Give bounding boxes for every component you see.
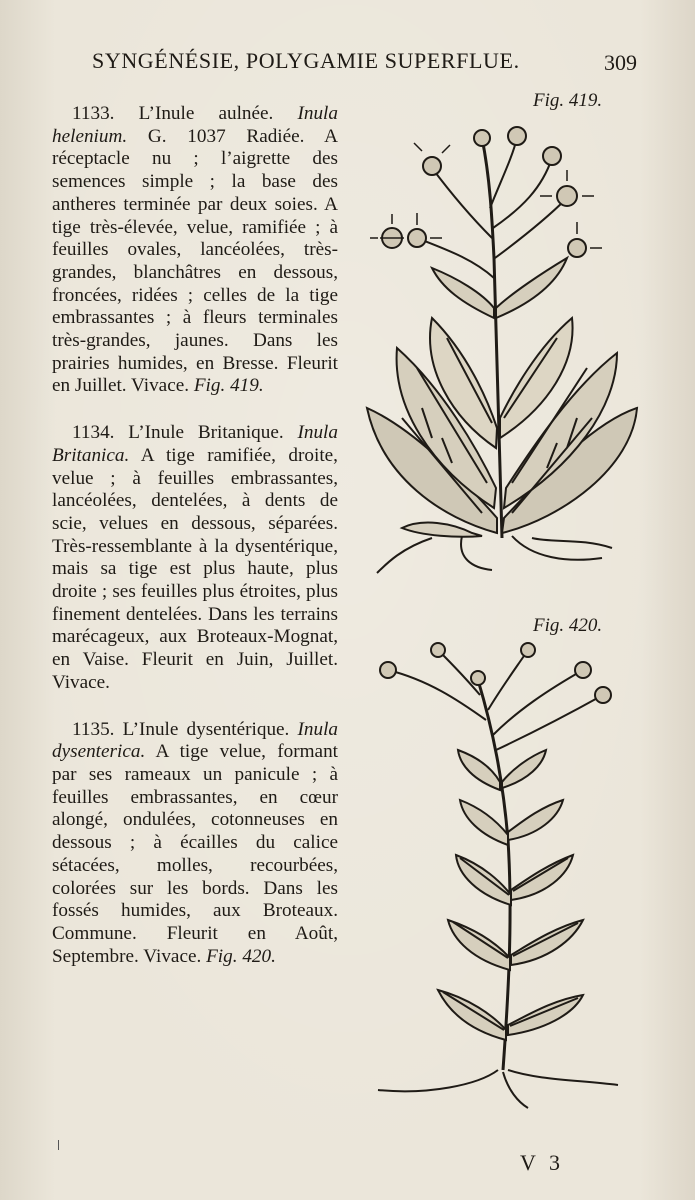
entry-latin-name: Inula Britanica. xyxy=(52,422,338,466)
entry-description: A tige ramifiée, droite, velue ; à feuilles embrassantes, lancéolées, dentelées, à dents de scie, velues en dessous, séparées. Très-ressemblante à la dysentérique, mais sa tige est plus haute, plus droite ; ses feuilles plus étroites, plus finement dentelées. Dans les terrains marécageux, aux Broteaux-Mognat, en Vaise. Fleurit en Juin, Juillet. Vivace. xyxy=(52,444,338,693)
inula-helenium-illustration xyxy=(362,118,642,578)
running-title: SYNGÉNÉSIE, POLYGAMIE SUPERFLUE. xyxy=(92,48,520,73)
entry-description: G. 1037 Radiée. A réceptacle nu ; l’aigrette des semences simple ; la base des antheres terminée par deux soies. A tige très-élevée, velue, ramifiée ; à feuilles ovales, lancéolées, très-grandes, blanchâtres en dessous, froncées, ridées ; celles de la tige embrassantes ; à fleurs terminales très-grandes, jaunes. Dans les prairies humides, en Bresse. Fleurit en Juillet. Vivace. xyxy=(52,125,338,397)
entry-common-name: L’Inule Britanique. xyxy=(128,422,284,444)
entry-1135 xyxy=(52,719,338,969)
inula-dysenterica-illustration xyxy=(368,640,628,1110)
entry-figure-reference: Fig. 419. xyxy=(193,375,264,397)
page-number: 309 xyxy=(604,50,637,75)
figure-419-label: Fig. 419. xyxy=(533,90,603,111)
entry-description: A tige velue, formant par ses rameaux un panicule ; à feuilles embrassantes, en cœur alongé, ondulées, cotonneuses en dessous ; à écailles du calice sétacées, molles, recourbées, colorées sur les bords. Dans les fossés humides, aux Broteaux. Commune. Fleurit en Août, Septembre. Vivace. xyxy=(52,741,338,967)
entry-1133 xyxy=(52,103,338,398)
signature-mark: V 3 xyxy=(520,1150,564,1175)
entry-figure-reference: Fig. 420. xyxy=(206,945,276,967)
entry-latin-name: Inula helenium. xyxy=(52,103,338,147)
entry-number: 1133. xyxy=(72,103,115,124)
text-column xyxy=(52,103,338,992)
entry-latin-name: Inula dysenterica. xyxy=(52,718,339,763)
entry-number: 1135. xyxy=(72,718,115,740)
entry-1134 xyxy=(52,422,338,694)
entry-number: 1134. xyxy=(72,422,115,444)
entry-common-name: L’Inule aulnée. xyxy=(138,103,274,124)
entry-common-name: L’Inule dysentérique. xyxy=(122,718,290,740)
figure-420-label: Fig. 420. xyxy=(533,615,603,636)
margin-mark xyxy=(58,1140,59,1150)
